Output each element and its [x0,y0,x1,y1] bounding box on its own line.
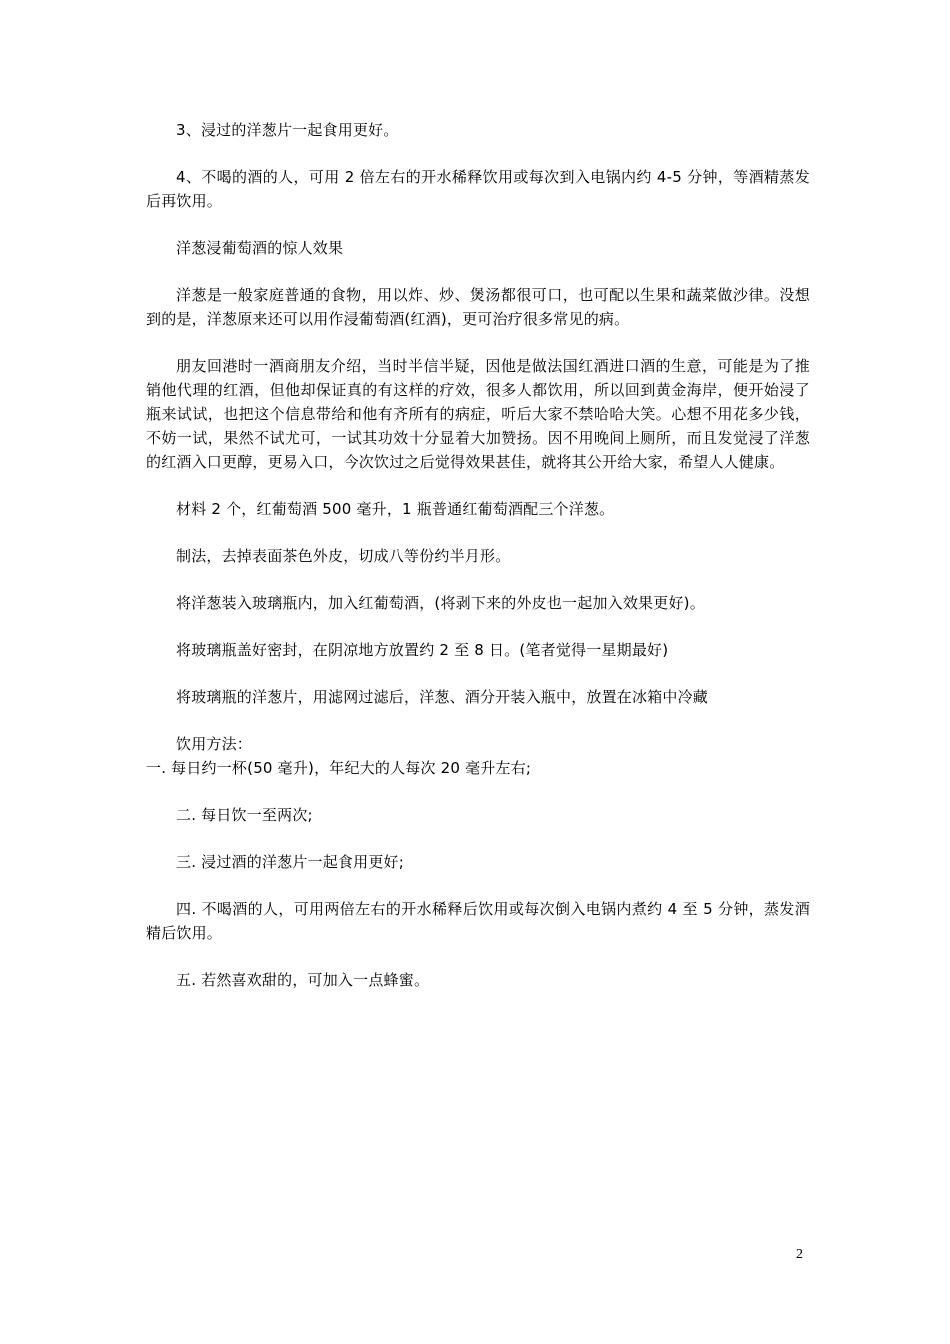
paragraph-method-step-3: 将玻璃瓶的洋葱片，用滤网过滤后，洋葱、酒分开装入瓶中，放置在冰箱中冷藏 [176,688,709,706]
usage-item-3: 三. 浸过酒的洋葱片一起食用更好; [176,853,404,871]
paragraph-method: 制法，去掉表面茶色外皮，切成八等份约半月形。 [176,547,511,565]
paragraph-method-step-2: 将玻璃瓶盖好密封，在阴凉地方放置约 2 至 8 日。(笔者觉得一星期最好) [176,641,669,659]
page-number: 2 [796,1247,803,1262]
usage-item-4: 四. 不喝酒的人，可用两倍左右的开水稀释后饮用或每次倒入电锅内煮约 4 至 5 分钟，蒸发酒精后饮用。 [146,900,810,942]
paragraph-materials: 材料 2 个，红葡萄酒 500 毫升，1 瓶普通红葡萄酒配三个洋葱。 [176,500,615,518]
usage-heading: 饮用方法： [176,735,253,753]
paragraph-method-step-1: 将洋葱装入玻璃瓶内，加入红葡萄酒，(将剥下来的外皮也一起加入效果更好)。 [176,594,705,612]
usage-item-1: 一. 每日约一杯(50 毫升)，年纪大的人每次 20 毫升左右; [146,759,532,777]
paragraph-story: 朋友回港时一酒商朋友介绍，当时半信半疑，因他是做法国红酒进口酒的生意，可能是为了推销他代理的红酒，但他却保证真的有这样的疗效，很多人都饮用，所以回到黄金海岸，便开始浸了瓶来试试，也把这个信息带给和他有齐所有的病症，听后大家不禁哈哈大笑。心想不用花多少钱，不妨一试，果然不试尤可，一试其功效十分显着大加赞扬。因不用晚间上厕所，而且发觉浸了洋葱的红酒入口更醇，更易入口，今次饮过之后觉得效果甚佳，就将其公开给大家，希望人人健康。 [146,357,810,471]
usage-item-5: 五. 若然喜欢甜的，可加入一点蜂蜜。 [176,971,430,989]
usage-item-2: 二. 每日饮一至两次; [176,806,313,824]
document-body [146,118,810,1015]
paragraph-intro: 洋葱是一般家庭普通的食物，用以炸、炒、煲汤都很可口，也可配以生果和蔬菜做沙律。没想到的是，洋葱原来还可以用作浸葡萄酒(红酒)，更可治疗很多常见的病。 [146,286,810,328]
paragraph-step-4: 4、不喝的酒的人，可用 2 倍左右的开水稀释饮用或每次到入电锅内约 4-5 分钟，等酒精蒸发后再饮用。 [146,168,810,210]
paragraph-step-3: 3、浸过的洋葱片一起食用更好。 [176,121,399,139]
section-heading: 洋葱浸葡萄酒的惊人效果 [176,239,344,257]
